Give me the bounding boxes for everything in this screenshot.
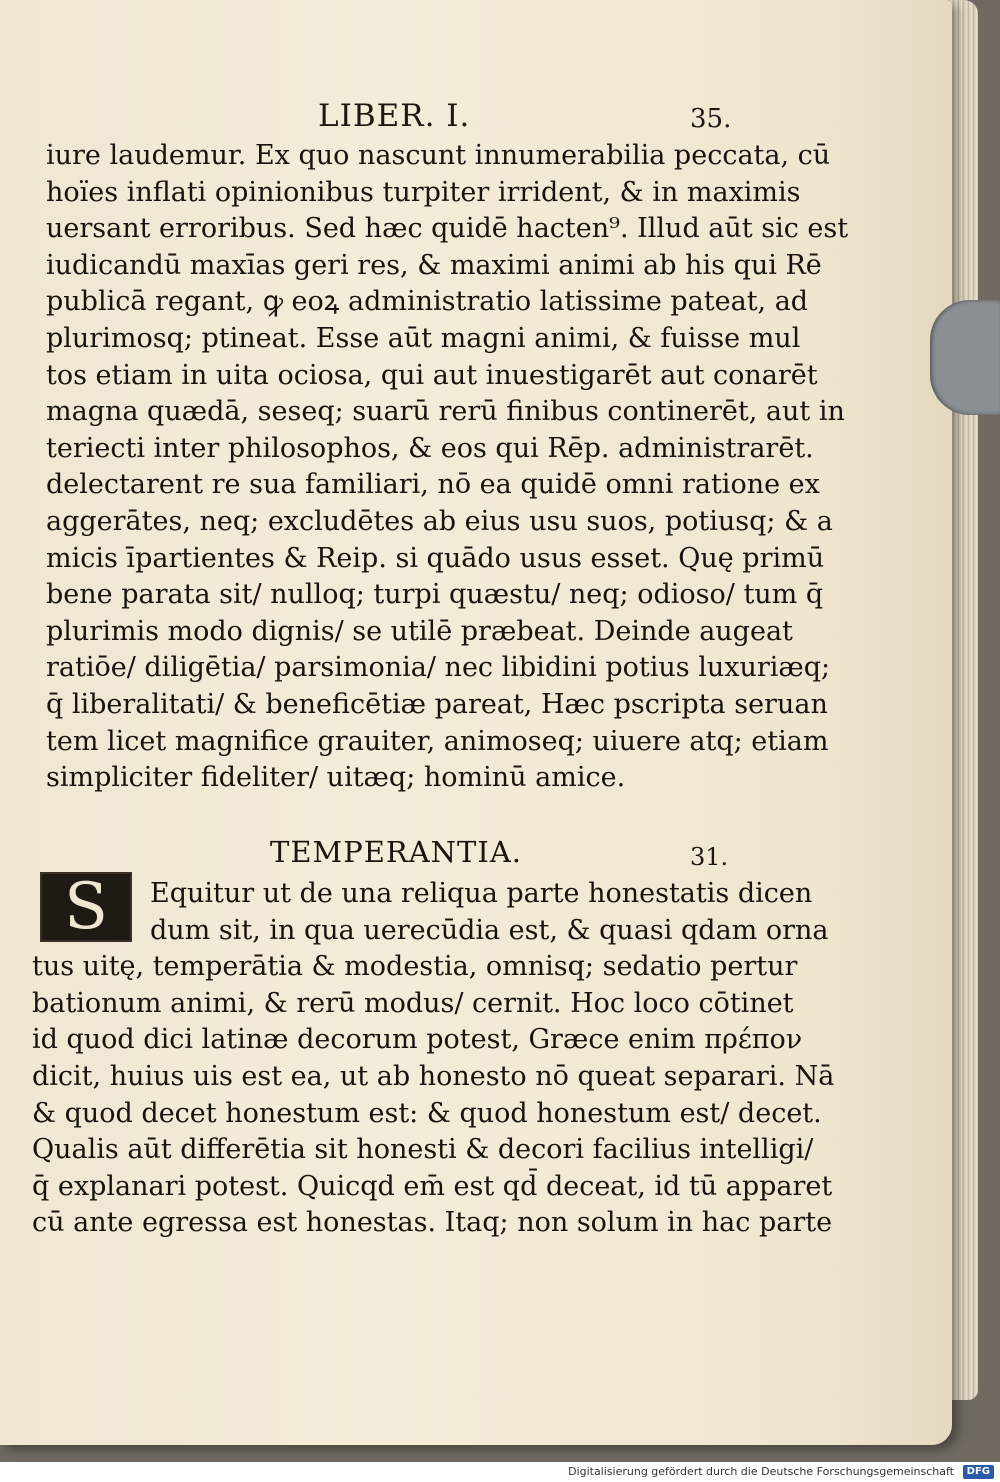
text-line: iure laudemur. Ex quo nascunt innumerabilia peccata, cū (46, 140, 831, 171)
text-line: ratiōe/ diligētia/ parsimonia/ nec libidini potius luxuriæq; (46, 652, 831, 684)
page-clip (930, 300, 1000, 415)
text-line: delectarent re sua familiari, nō ea quidē omni ratione ex (46, 469, 820, 501)
running-head: LIBER. I. (318, 98, 471, 134)
text-line: teriecti inter philosophos, & eos qui Rēp. administrarēt. (46, 432, 814, 464)
text-line: plurimosq; ptineat. Esse aūt magni animi, & fuisse mul (46, 322, 801, 354)
section-heading-row (270, 835, 810, 875)
text-line: magna quædā, seseq; suarū rerū finibus continerēt, aut in (46, 396, 845, 428)
footer-bar (0, 1462, 1000, 1482)
body-text (46, 138, 849, 797)
text-line: iudicandū maxīas geri res, & maximi animi ab his qui Rē (46, 249, 822, 281)
text-line: dum sit, in qua uerecūdia est, & quasi qdam orna (150, 914, 829, 946)
text-line: micis īpartientes & Reip. si quādo usus esset. Quę primū (46, 542, 825, 574)
funding-credit: Digitalisierung gefördert durch die Deutsche Forschungsgemeinschaft (568, 1465, 954, 1478)
folio-number: 35. (690, 104, 732, 134)
text-line: plurimis modo dignis/ se utilē præbeat. Deinde augeat (46, 615, 793, 647)
text-line: tos etiam in uita ociosa, qui aut inuestigarēt aut conarēt (46, 359, 818, 391)
decorated-initial: S (40, 872, 132, 942)
text-line: aggerātes, neq; excludētes ab eius usu suos, potiusq; & a (46, 505, 833, 537)
text-line: simpliciter fideliter/ uitæq; hominū amice. (46, 762, 626, 794)
text-line: hoïes inflati opinionibus turpiter irrident, & in maximis (46, 176, 801, 208)
text-line: dicit, huius uis est ea, ut ab honesto nō queat separari. Nā (32, 1060, 835, 1092)
chapter-number: 31. (690, 843, 729, 871)
text-line: Equitur ut de una reliqua parte honestatis dicen (150, 878, 813, 909)
section-text (32, 876, 835, 1242)
text-line: tem licet magnifice grauiter, animoseq; uiuere atq; etiam (46, 725, 829, 757)
text-line: id quod dici latinæ decorum potest, Græce enim πρέπον (32, 1024, 803, 1056)
text-line: publicā regant, ꝙ eoꝝ administratio latissime pateat, ad (46, 286, 809, 318)
text-line: bationum animi, & rerū modus/ cernit. Hoc loco cōtinet (32, 987, 794, 1019)
text-line: cū ante egressa est honestas. Itaq; non solum in hac parte (32, 1207, 833, 1239)
text-line: q̄ explanari potest. Quicqd em̄ est qd̄ deceat, id tū apparet (32, 1170, 833, 1202)
text-line: tus uitę, temperātia & modestia, omnisq; sedatio pertur (32, 951, 798, 983)
text-line: Qualis aūt differētia sit honesti & decori facilius intelligi/ (32, 1134, 814, 1166)
text-line: q̄ liberalitati/ & beneficētiæ pareat, Hæc pscripta seruan (46, 688, 828, 720)
dfg-logo: DFG (963, 1465, 994, 1479)
text-line: uersant erroribus. Sed hæc quidē hacten⁹. Illud aūt sic est (46, 213, 849, 245)
text-line: & quod decet honestum est: & quod honestum est/ decet. (32, 1097, 822, 1129)
text-line: bene parata sit/ nulloq; turpi quæstu/ neq; odioso/ tum q̄ (46, 579, 824, 611)
section-heading: TEMPERANTIA. (270, 835, 523, 869)
page-header (310, 98, 780, 138)
